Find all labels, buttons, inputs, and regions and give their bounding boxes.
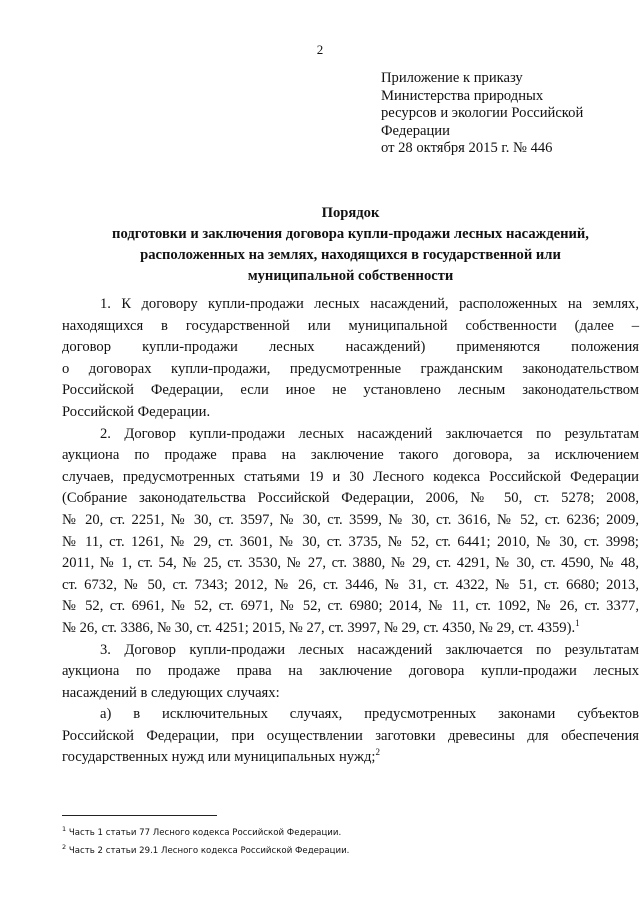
footnote-separator	[62, 815, 217, 816]
appendix-line: ресурсов и экологии Российской	[381, 105, 584, 122]
paragraph-line: 3. Договор купли-продажи лесных насаждений заключается по результатам	[100, 641, 639, 658]
paragraph-line: 1. К договору купли-продажи лесных насаждений, расположенных на землях,	[100, 296, 639, 312]
page-number: 2	[316, 42, 324, 57]
footnote-text: Часть 1 статьи 77 Лесного кодекса Российской Федерации.	[68, 827, 342, 838]
footnote-marker: 2	[62, 842, 67, 851]
paragraph-line: а) в исключительных случаях, предусмотренных законами субъектов	[100, 706, 639, 723]
paragraph-line: Российской Федерации.	[62, 403, 211, 420]
paragraph-line: № 11, ст. 1261, № 29, ст. 3601, № 30, ст. 3735, № 52, ст. 6441; 2010, № 30, ст. 3998;	[62, 533, 639, 550]
title-line: муниципальной собственности	[247, 268, 454, 284]
paragraph-line: находящихся в государственной или муниципальной собственности (далее –	[62, 317, 639, 334]
paragraph-line-text: государственных нужд или муниципальных нужд;	[62, 749, 376, 766]
paragraph-line: (Собрание законодательства Российской Федерации, 2006, № 50, ст. 5278; 2008,	[62, 490, 639, 507]
paragraph-line: аукциона по продаже права на заключение такого договора, за исключением	[62, 447, 639, 464]
paragraph-line	[62, 618, 639, 640]
footnote-text: Часть 2 статьи 29.1 Лесного кодекса Российской Федерации.	[68, 845, 350, 856]
paragraph-line-text: № 26, ст. 3386, № 30, ст. 4251; 2015, № 27, ст. 3997, № 29, ст. 4350, № 29, ст. 4359).	[62, 619, 576, 636]
paragraph-line: Российской Федерации, при осуществлении заготовки древесины для обеспечения	[62, 727, 639, 744]
appendix-line: от 28 октября 2015 г. № 446	[381, 140, 553, 157]
paragraph-line: договор купли-продажи лесных насаждений) применяются положения	[62, 339, 639, 356]
paragraph-line: № 20, ст. 2251, № 30, ст. 3597, № 30, ст. 3599, № 30, ст. 3616, № 52, ст. 6236; 2009,	[62, 511, 639, 528]
paragraph-line: аукциона по продаже права на заключение договора купли-продажи лесных	[62, 663, 639, 680]
paragraph-line: Российской Федерации, если иное не установлено лесным законодательством	[62, 382, 639, 399]
footnotes	[62, 822, 639, 858]
document-body	[62, 294, 639, 769]
paragraph-line	[62, 747, 639, 769]
footnote-marker: 1	[62, 825, 67, 833]
footnote-reference: 2	[375, 747, 380, 758]
appendix-line: Министерства природных	[381, 87, 544, 104]
footnote-reference: 1	[575, 618, 580, 629]
appendix-header	[381, 70, 621, 158]
paragraph-line: о договорах купли-продажи, предусмотренные гражданским законодательством	[62, 360, 639, 377]
paragraph-line: ст. 6732, № 50, ст. 7343; 2012, № 26, ст. 3446, № 31, ст. 4322, № 51, ст. 6680; 2013,	[62, 576, 639, 593]
document-title	[62, 203, 639, 287]
paragraph-line: насаждений в следующих случаях:	[62, 684, 280, 701]
paragraph-line: 2. Договор купли-продажи лесных насаждений заключается по результатам	[100, 425, 639, 442]
appendix-line: Федерации	[381, 122, 450, 139]
footnote	[62, 822, 639, 840]
paragraph-line: 2011, № 1, ст. 54, № 25, ст. 3530, № 27, ст. 3880, № 29, ст. 4291, № 30, ст. 4590, № 48,	[62, 555, 639, 572]
paragraph-line: № 52, ст. 6961, № 52, ст. 6971, № 52, ст. 6980; 2014, № 11, ст. 1092, № 26, ст. 3377,	[62, 598, 639, 615]
paragraph-line: случаев, предусмотренных статьями 19 и 30 Лесного кодекса Российской Федерации	[62, 468, 639, 485]
footnote	[62, 840, 639, 858]
appendix-line: Приложение к приказу	[381, 70, 523, 86]
title-line: подготовки и заключения договора купли-продажи лесных насаждений,	[112, 226, 589, 242]
title-line: расположенных на землях, находящихся в государственной или	[140, 247, 561, 263]
title-heading: Порядок	[321, 205, 380, 221]
